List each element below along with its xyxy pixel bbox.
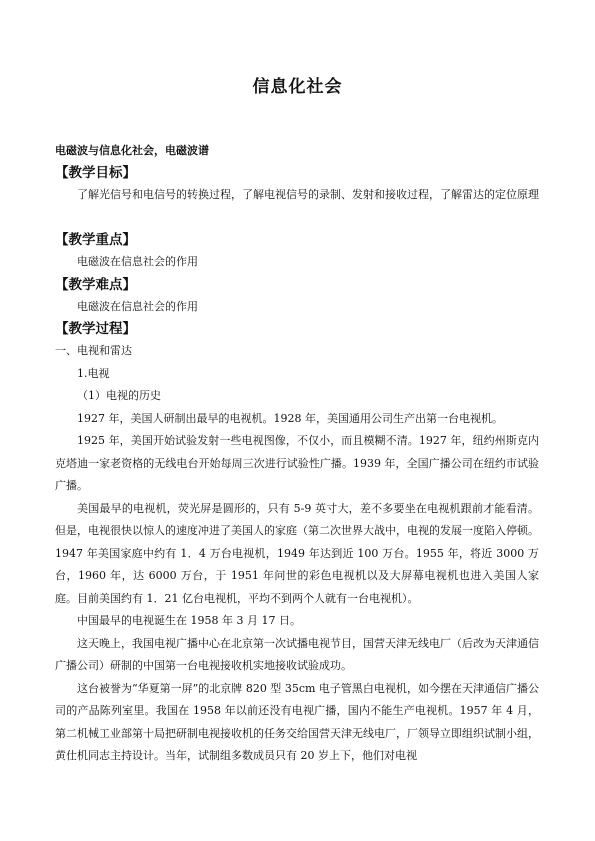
paragraph: 美国最早的电视机，荧光屏是圆形的，只有 5-9 英寸大，差不多要坐在电视机跟前才能看清。但是，电视很快以惊人的速度冲进了美国人的家庭（第二次世界大战中，电视的发展一度陷入停顿。1947 年美国家庭中约有 1．4 万台电视机，1949 年达到近 100 万台。1955 年，将近 3000 万台，1960 年，达 6000 万台，于 1951 年问世的彩色电视机以及大屏幕电视机也进入美国人家庭。目前美国约有 1．21 亿台电视机，平均不到两个人就有一台电视机）。 — [55, 501, 539, 605]
paragraph: 这天晚上，我国电视广播中心在北京第一次试播电视节目，国营天津无线电厂（后改为天津通信广播公司）研制的中国第一台电视接收机实地接收试验成功。 — [55, 636, 539, 672]
page-title: 信息化社会 — [252, 77, 343, 97]
key-points-text: 电磁波在信息社会的作用 — [77, 255, 198, 268]
difficult-points-heading: 【教学难点】 — [55, 276, 136, 293]
paragraph: 1927 年，美国人研制出最早的电视机。1928 年，美国通用公司生产出第一台电视机。 — [77, 411, 503, 425]
subitem-heading: （1）电视的历史 — [77, 389, 161, 402]
topic-line: 电磁波与信息化社会，电磁波谱 — [55, 144, 209, 157]
part-heading: 一、电视和雷达 — [55, 344, 132, 357]
key-points-heading: 【教学重点】 — [55, 232, 136, 248]
difficult-points-text: 电磁波在信息社会的作用 — [77, 299, 198, 313]
item-heading: 1.电视 — [77, 366, 110, 380]
goals-text: 了解光信号和电信号的转换过程，了解电视信号的录制、发射和接收过程，了解雷达的定位原理 — [77, 188, 539, 201]
process-heading: 【教学过程】 — [55, 321, 136, 337]
paragraph: 中国最早的电视诞生在 1958 年 3 月 17 日。 — [77, 614, 301, 627]
paragraph: 1925 年，美国开始试验发射一些电视图像，不仅小，而且模糊不清。1927 年，纽约州斯克内克塔迪一家老资格的无线电台开始每周三次进行试验性广播。1939 年，全国广播公司在纽约市试验广播。 — [55, 434, 539, 492]
document-body — [55, 140, 539, 768]
paragraph: 这台被誉为“华夏第一屏”的北京牌 820 型 35cm 电子管黑白电视机，如今摆在天津通信广播公司的产品陈列室里。我国在 1958 年以前还没有电视广播，国内不能生产电视机。1957 年 4 月，第二机械工业部第十局把研制电视接收机的任务交给国营天津无线电厂，厂领导立即组织试制小组，黄仕机同志主持设计。当年，试制组多数成员只有 20 岁上下，他们对电视 — [55, 681, 539, 762]
goals-heading: 【教学目标】 — [55, 165, 136, 181]
